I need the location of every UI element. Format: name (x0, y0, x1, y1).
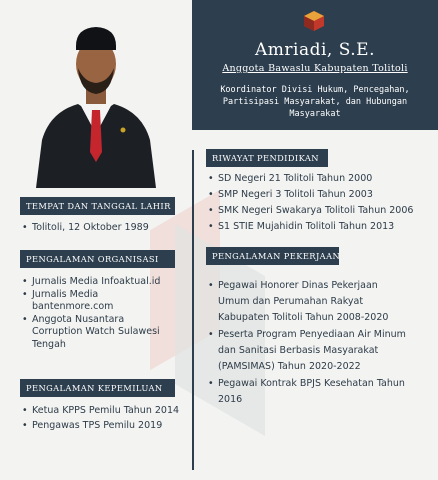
birth-value: • Tolitoli, 12 Oktober 1989 (22, 222, 182, 235)
column-divider (192, 150, 194, 470)
list-item: • Anggota Nusantara Corruption Watch Sulawesi Tengah (22, 314, 177, 352)
list-item: • Jurnalis Media Infoaktual.id (22, 276, 177, 289)
profile-name: Amriadi, S.E. (255, 40, 375, 60)
header-panel (192, 0, 438, 130)
organization-list (22, 276, 177, 351)
election-section-title: PENGALAMAN KEPEMILUAN (20, 379, 175, 397)
list-item: • Pengawas TPS Pemilu 2019 (22, 420, 187, 433)
list-item: • Ketua KPPS Pemilu Tahun 2014 (22, 405, 187, 418)
election-list (22, 405, 187, 432)
bawaslu-logo-icon (303, 10, 325, 32)
list-item: • Jurnalis Media bantenmore.com (22, 289, 177, 314)
education-section-title: RIWAYAT PENDIDIKAN (206, 149, 328, 167)
list-item: • Peserta Program Penyediaan Air Minum dan Sanitasi Berbasis Masyarakat (PAMSIMAS) Tahun 2020-2022 (208, 327, 408, 375)
organization-section-title: PENGALAMAN ORGANISASI (20, 250, 175, 268)
profile-photo (28, 12, 164, 188)
work-list (208, 278, 408, 408)
birth-list (22, 222, 182, 235)
list-item: • SMP Negeri 3 Tolitoli Tahun 2003 (208, 187, 433, 203)
birth-section-title: TEMPAT DAN TANGGAL LAHIR (20, 197, 175, 215)
list-item: • S1 STIE Mujahidin Tolitoli Tahun 2013 (208, 219, 433, 235)
list-item: • SD Negeri 21 Tolitoli Tahun 2000 (208, 171, 433, 187)
profile-division: Koordinator Divisi Hukum, Pencegahan, Partisipasi Masyarakat, dan Hubungan Masyarakat (220, 85, 410, 119)
work-section-title: PENGALAMAN PEKERJAAN (206, 247, 339, 265)
list-item: • Pegawai Honorer Dinas Pekerjaan Umum dan Perumahan Rakyat Kabupaten Tolitoli Tahun 2008-2020 (208, 278, 408, 326)
profile-role: Anggota Bawaslu Kabupaten Tolitoli (222, 63, 408, 74)
list-item: • Pegawai Kontrak BPJS Kesehatan Tahun 2016 (208, 376, 408, 408)
list-item: • SMK Negeri Swakarya Tolitoli Tahun 2006 (208, 203, 433, 219)
education-list (208, 171, 433, 235)
